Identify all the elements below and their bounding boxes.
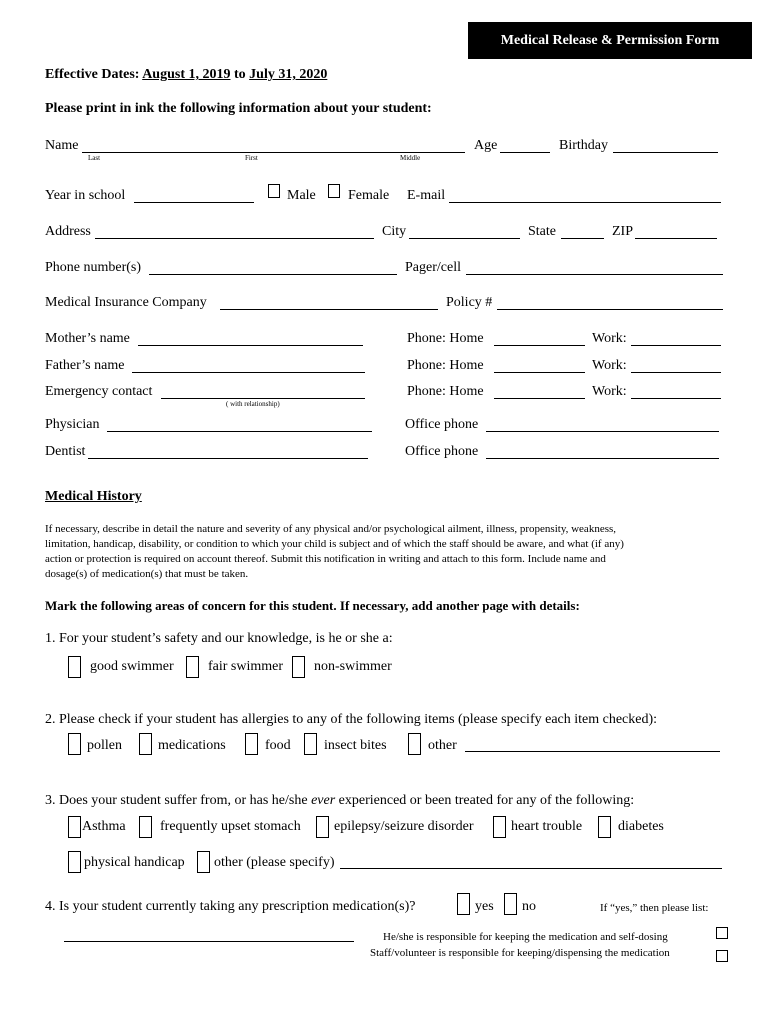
emergency-work-phone-field[interactable] bbox=[631, 398, 721, 399]
male-checkbox[interactable] bbox=[268, 184, 280, 198]
medical-paragraph-line-4: dosage(s) of medication(s) that must be taken. bbox=[45, 568, 249, 580]
other-allergy-checkbox[interactable] bbox=[408, 733, 421, 755]
physician-field[interactable] bbox=[107, 431, 372, 432]
name-middle-hint: Middle bbox=[400, 154, 421, 162]
policy-field[interactable] bbox=[497, 309, 723, 310]
pager-field[interactable] bbox=[466, 274, 723, 275]
address-label: Address bbox=[45, 224, 91, 239]
date-to: to bbox=[233, 67, 246, 82]
self-dosing-label: He/she is responsible for keeping the medication and self-dosing bbox=[383, 931, 668, 943]
female-checkbox[interactable] bbox=[328, 184, 340, 198]
q2-text: 2. Please check if your student has allergies to any of the following items (please specify each item checked): bbox=[45, 712, 658, 727]
medication-no-label: no bbox=[522, 899, 536, 914]
mother-work-label: Work: bbox=[592, 331, 627, 346]
male-label: Male bbox=[287, 188, 316, 203]
age-field[interactable] bbox=[500, 152, 550, 153]
physical-handicap-checkbox[interactable] bbox=[68, 851, 81, 873]
self-dosing-checkbox[interactable] bbox=[716, 927, 728, 939]
staff-dosing-checkbox[interactable] bbox=[716, 950, 728, 962]
medical-history-heading: Medical History bbox=[45, 489, 142, 504]
q4-text: 4. Is your student currently taking any prescription medication(s)? bbox=[45, 899, 416, 914]
city-field[interactable] bbox=[409, 238, 520, 239]
insect-bites-checkbox[interactable] bbox=[304, 733, 317, 755]
emergency-field[interactable] bbox=[161, 398, 365, 399]
birthday-label: Birthday bbox=[559, 138, 608, 153]
emergency-phone-label: Phone: Home bbox=[407, 384, 484, 399]
mark-instruction: Mark the following areas of concern for this student. If necessary, add another page with details: bbox=[45, 598, 580, 613]
food-checkbox[interactable] bbox=[245, 733, 258, 755]
fair-swimmer-label: fair swimmer bbox=[208, 659, 284, 674]
epilepsy-checkbox[interactable] bbox=[316, 816, 329, 838]
other-condition-label: other (please specify) bbox=[214, 855, 335, 870]
dentist-office-phone-field[interactable] bbox=[486, 458, 719, 459]
pollen-label: pollen bbox=[87, 738, 122, 753]
state-field[interactable] bbox=[561, 238, 604, 239]
medications-label: medications bbox=[158, 738, 226, 753]
physical-handicap-label: physical handicap bbox=[84, 855, 185, 870]
phone-label: Phone number(s) bbox=[45, 260, 142, 275]
medication-yes-label: yes bbox=[475, 899, 494, 914]
name-field[interactable] bbox=[82, 152, 465, 153]
medications-checkbox[interactable] bbox=[139, 733, 152, 755]
start-date: August 1, 2019 bbox=[142, 67, 231, 82]
end-date: July 31, 2020 bbox=[249, 67, 328, 82]
form-title: Medical Release & Permission Form bbox=[468, 22, 752, 59]
food-label: food bbox=[265, 738, 291, 753]
birthday-field[interactable] bbox=[613, 152, 718, 153]
address-field[interactable] bbox=[95, 238, 374, 239]
pager-label: Pager/cell bbox=[405, 260, 461, 275]
physician-office-phone-label: Office phone bbox=[405, 417, 479, 432]
heart-trouble-label: heart trouble bbox=[511, 819, 583, 834]
heart-trouble-checkbox[interactable] bbox=[493, 816, 506, 838]
mother-home-phone-field[interactable] bbox=[494, 345, 585, 346]
asthma-label: Asthma bbox=[82, 819, 126, 834]
effective-dates bbox=[45, 67, 327, 83]
q3-text-b: experienced or been treated for any of the following: bbox=[335, 793, 635, 808]
father-work-phone-field[interactable] bbox=[631, 372, 721, 373]
year-field[interactable] bbox=[134, 202, 254, 203]
insect-bites-label: insect bites bbox=[324, 738, 387, 753]
mother-field[interactable] bbox=[138, 345, 363, 346]
mother-label: Mother’s name bbox=[45, 331, 130, 346]
q3-text-ever: ever bbox=[311, 793, 336, 808]
name-first-hint: First bbox=[245, 154, 258, 162]
other-allergy-field[interactable] bbox=[465, 751, 720, 752]
dentist-field[interactable] bbox=[88, 458, 368, 459]
effective-dates-label: Effective Dates: bbox=[45, 67, 140, 82]
zip-field[interactable] bbox=[635, 238, 717, 239]
intro-text: Please print in ink the following information about your student: bbox=[45, 101, 432, 116]
upset-stomach-checkbox[interactable] bbox=[139, 816, 152, 838]
father-phone-label: Phone: Home bbox=[407, 358, 484, 373]
insurance-label: Medical Insurance Company bbox=[45, 295, 207, 310]
emergency-home-phone-field[interactable] bbox=[494, 398, 585, 399]
physician-office-phone-field[interactable] bbox=[486, 431, 719, 432]
q1-text: 1. For your student’s safety and our knowledge, is he or she a: bbox=[45, 631, 393, 646]
medication-no-checkbox[interactable] bbox=[504, 893, 517, 915]
good-swimmer-checkbox[interactable] bbox=[68, 656, 81, 678]
father-field[interactable] bbox=[132, 372, 365, 373]
medication-list-field[interactable] bbox=[64, 941, 354, 942]
medical-paragraph-line-2: limitation, handicap, disability, or condition to which your child is subject and of which the staff should be aware, and what (if any) bbox=[45, 538, 624, 550]
medical-paragraph-line-3: action or protection is required on account thereof. Submit this notification in writing and attach to this form. Include name and bbox=[45, 553, 606, 565]
diabetes-label: diabetes bbox=[618, 819, 664, 834]
good-swimmer-label: good swimmer bbox=[90, 659, 174, 674]
upset-stomach-label: frequently upset stomach bbox=[160, 819, 301, 834]
phone-field[interactable] bbox=[149, 274, 397, 275]
epilepsy-label: epilepsy/seizure disorder bbox=[334, 819, 474, 834]
medication-yes-checkbox[interactable] bbox=[457, 893, 470, 915]
relationship-hint: ( with relationship) bbox=[226, 400, 280, 408]
mother-work-phone-field[interactable] bbox=[631, 345, 721, 346]
q3-text bbox=[45, 793, 634, 809]
non-swimmer-checkbox[interactable] bbox=[292, 656, 305, 678]
pollen-checkbox[interactable] bbox=[68, 733, 81, 755]
father-work-label: Work: bbox=[592, 358, 627, 373]
diabetes-checkbox[interactable] bbox=[598, 816, 611, 838]
emergency-label: Emergency contact bbox=[45, 384, 153, 399]
asthma-checkbox[interactable] bbox=[68, 816, 81, 838]
other-condition-field[interactable] bbox=[340, 868, 722, 869]
female-label: Female bbox=[348, 188, 390, 203]
name-label: Name bbox=[45, 138, 79, 153]
mother-phone-label: Phone: Home bbox=[407, 331, 484, 346]
zip-label: ZIP bbox=[612, 224, 633, 239]
q3-text-a: 3. Does your student suffer from, or has he/she bbox=[45, 793, 312, 808]
staff-dosing-label: Staff/volunteer is responsible for keeping/dispensing the medication bbox=[370, 947, 670, 959]
year-label: Year in school bbox=[45, 188, 126, 203]
email-field[interactable] bbox=[449, 202, 721, 203]
other-allergy-label: other bbox=[428, 738, 457, 753]
if-yes-hint: If “yes,” then please list: bbox=[600, 902, 709, 914]
email-label: E-mail bbox=[407, 188, 446, 203]
state-label: State bbox=[528, 224, 556, 239]
other-condition-checkbox[interactable] bbox=[197, 851, 210, 873]
fair-swimmer-checkbox[interactable] bbox=[186, 656, 199, 678]
dentist-label: Dentist bbox=[45, 444, 86, 459]
non-swimmer-label: non-swimmer bbox=[314, 659, 392, 674]
medical-paragraph-line-1: If necessary, describe in detail the nature and severity of any physical and/or psychological ailment, illness, propensity, weakness, bbox=[45, 523, 617, 535]
emergency-work-label: Work: bbox=[592, 384, 627, 399]
age-label: Age bbox=[474, 138, 498, 153]
physician-label: Physician bbox=[45, 417, 100, 432]
father-home-phone-field[interactable] bbox=[494, 372, 585, 373]
city-label: City bbox=[382, 224, 407, 239]
father-label: Father’s name bbox=[45, 358, 125, 373]
policy-label: Policy # bbox=[446, 295, 493, 310]
name-last-hint: Last bbox=[88, 154, 101, 162]
insurance-field[interactable] bbox=[220, 309, 438, 310]
dentist-office-phone-label: Office phone bbox=[405, 444, 479, 459]
